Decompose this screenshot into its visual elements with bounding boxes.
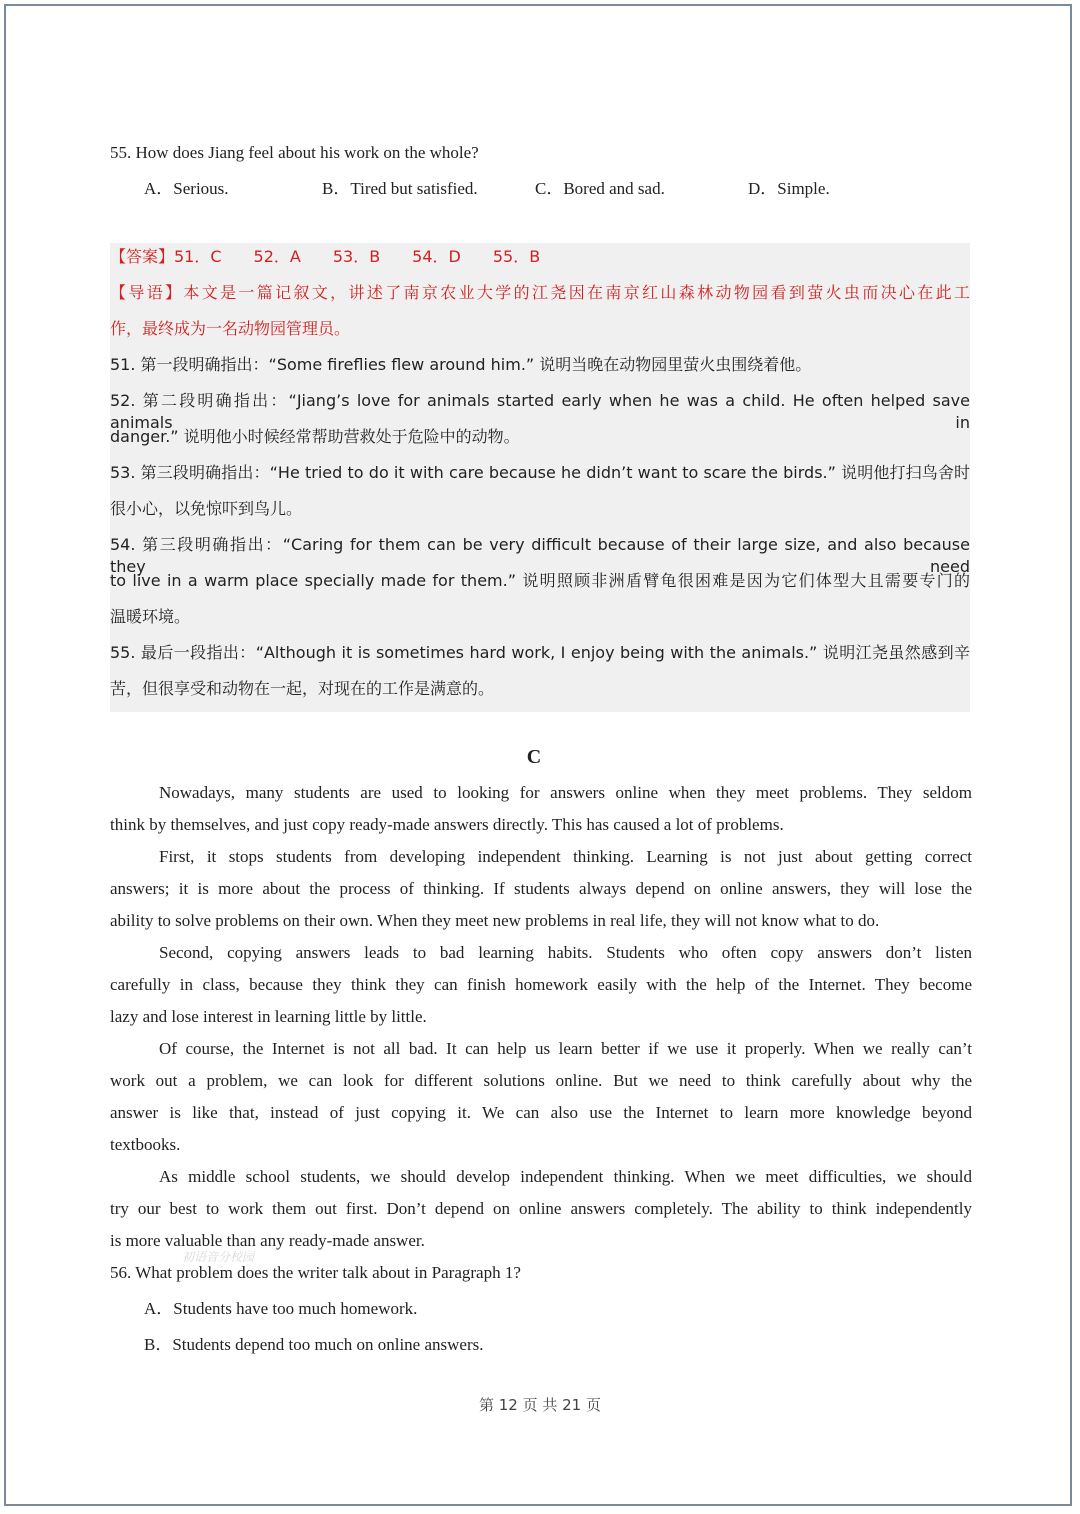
passage-line: answer is like that, instead of just copying it. We can also use the Internet to learn more knowledge beyond	[110, 1103, 972, 1122]
q56-option-b: B．Students depend too much on online answers.	[144, 1335, 484, 1354]
explanation-line: to live in a warm place specially made for them.” 说明照顾非洲盾臂龟很困难是因为它们体型大且需要专门的	[110, 571, 970, 590]
passage-line: Second, copying answers leads to bad learning habits. Students who often copy answers don’t listen	[159, 943, 972, 962]
explanation-line: 54. 第三段明确指出：“Caring for them can be very difficult because of their large size, and also because they need	[110, 535, 970, 576]
q56-option-a: A．Students have too much homework.	[144, 1299, 418, 1318]
passage-line: Nowadays, many students are used to looking for answers online when they meet problems. They seldom	[159, 783, 972, 802]
guide-line-2: 作，最终成为一名动物园管理员。	[110, 319, 351, 338]
explanation-line: 51. 第一段明确指出：“Some fireflies flew around him.” 说明当晚在动物园里萤火虫围绕着他。	[110, 355, 812, 374]
q55-option-c: C．Bored and sad.	[535, 179, 665, 198]
explanation-line: 52. 第二段明确指出：“Jiang’s love for animals started early when he was a child. He often helped save animals in	[110, 391, 970, 432]
q55-option-b: B．Tired but satisfied.	[322, 179, 478, 198]
guide-line-1: 【导语】本文是一篇记叙文，讲述了南京农业大学的江尧因在南京红山森林动物园看到萤火虫而决心在此工	[110, 283, 970, 302]
question-55-stem: 55. How does Jiang feel about his work on the whole?	[110, 143, 479, 162]
passage-line: answers; it is more about the process of thinking. If students always depend on online answers, they will lose the	[110, 879, 972, 898]
passage-line: As middle school students, we should develop independent thinking. When we meet difficulties, we should	[159, 1167, 972, 1186]
passage-line: ability to solve problems on their own. When they meet new problems in real life, they will not know what to do.	[110, 911, 880, 930]
q55-option-a: A．Serious.	[144, 179, 229, 198]
passage-line: carefully in class, because they think they can finish homework easily with the help of the Internet. They become	[110, 975, 972, 994]
question-56-stem: 56. What problem does the writer talk about in Paragraph 1?	[110, 1263, 521, 1282]
page-number-footer: 第 12 页 共 21 页	[478, 1396, 601, 1414]
explanation-line: 55. 最后一段指出：“Although it is sometimes hard work, I enjoy being with the animals.” 说明江尧虽然感到辛	[110, 643, 970, 662]
section-title: C	[526, 746, 542, 768]
passage-line: is more valuable than any ready-made answer.	[110, 1231, 425, 1250]
passage-line: First, it stops students from developing independent thinking. Learning is not just about getting correct	[159, 847, 972, 866]
explanation-line: 53. 第三段明确指出：“He tried to do it with care because he didn’t want to scare the birds.” 说明他打扫鸟舍时	[110, 463, 970, 482]
explanation-line: 温暖环境。	[110, 607, 191, 626]
q55-option-d: D．Simple.	[748, 179, 830, 198]
passage-line: try our best to work them out first. Don’t depend on online answers completely. The ability to think independently	[110, 1199, 972, 1218]
explanation-line: 很小心，以免惊吓到鸟儿。	[110, 499, 303, 518]
watermark: 初语音分校园	[182, 1250, 255, 1264]
passage-line: Of course, the Internet is not all bad. It can help us learn better if we use it properly. When we really can’t	[159, 1039, 972, 1058]
passage-line: textbooks.	[110, 1135, 181, 1154]
passage-line: work out a problem, we can look for different solutions online. But we need to think carefully about why the	[110, 1071, 972, 1090]
explanation-line: 苦，但很享受和动物在一起，对现在的工作是满意的。	[110, 679, 495, 698]
passage-line: think by themselves, and just copy ready-made answers directly. This has caused a lot of problems.	[110, 815, 784, 834]
answer-key-line: 【答案】51．C 52．A 53．B 54．D 55．B	[110, 247, 541, 266]
passage-line: lazy and lose interest in learning little by little.	[110, 1007, 427, 1026]
explanation-line: danger.” 说明他小时候经常帮助营救处于危险中的动物。	[110, 427, 520, 446]
